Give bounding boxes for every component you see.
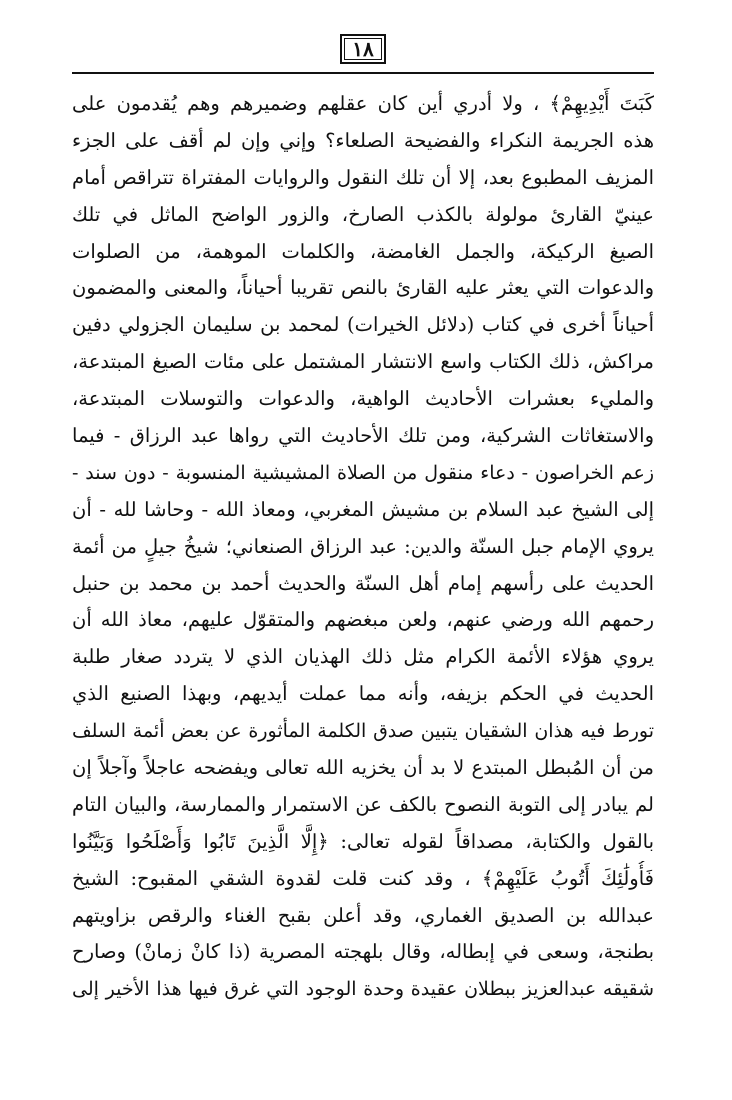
text-line: هذه الجريمة النكراء والفضيحة الصلعاء؟ وإني وإن لم أقف على الجزء (72, 128, 654, 152)
text-line: الحديث في الحكم بزيفه، وأنه مما عملت أيديهم، وبهذا الصنيع الذي (72, 682, 654, 706)
text-line: رحمهم الله ورضي عنهم، ولعن مبغضهم والمتقوّل عليهم، معاذ الله أن (72, 608, 654, 632)
page-number-frame (340, 34, 386, 64)
text-line: والاستغاثات الشركية، ومن تلك الأحاديث التي رواها عبد الرزاق - فيما (72, 424, 654, 448)
text-line: الحديث على رأسهم إمام أهل السنّة والحديث أحمد بن محمد بن حنبل (72, 571, 654, 595)
text-line: عينيّ القارئ مولولة بالكذب الصارخ، والزور الواضح الماثل في تلك (72, 202, 654, 226)
text-line: إلى الشيخ عبد السلام بن مشيش المغربي، ومعاذ الله - وحاشا لله - أن (72, 497, 654, 521)
text-line: بالقول والكتابة، مصداقاً لقوله تعالى: ﴿إِلَّا الَّذِينَ تَابُوا وَأَصْلَحُوا وَبَيَّنُوا (72, 829, 654, 853)
text-line: عبدالله بن الصديق الغماري، وقد أعلن بقبح الغناء والرقص بزاويتهم (72, 903, 654, 927)
page-number: ١٨ (352, 37, 374, 61)
text-line: مراكش، ذلك الكتاب واسع الانتشار المشتمل على مئات الصيغ المبتدعة، (72, 350, 654, 374)
text-line: المزيف المطبوع بعد، إلا أن تلك النقول والروايات المفتراة تتراقص أمام (72, 165, 654, 189)
text-line: أحياناً أخرى في كتاب (دلائل الخيرات) لمحمد بن سليمان الجزولي دفين (72, 313, 654, 337)
text-line: والدعوات التي يعثر عليه القارئ بالنص تقريبا أحياناً، والمعنى والمضمون (72, 276, 654, 300)
text-line: فَأُولَٰئِكَ أَتُوبُ عَلَيْهِمْ﴾ ، وقد كنت قلت لقدوة الشقي المقبوح: الشيخ (72, 866, 654, 890)
text-line: شقيقه عبدالعزيز ببطلان عقيدة وحدة الوجود التي غرق فيها هذا الأخير إلى (72, 978, 654, 1001)
text-line: كَبَتَ أَيْدِيهِمْ﴾ ، ولا أدري أين كان عقلهم وضميرهم وهم يُقدمون على (72, 92, 654, 115)
text-line: بطنجة، وسعى في إبطاله، وقال بلهجته المصرية (ذا كانْ زمانْ) وصارح (72, 940, 654, 964)
page-header (72, 34, 654, 74)
text-line: لم يبادر إلى التوبة النصوح بالكف عن الاستمرار والممارسة، والبيان التام (72, 792, 654, 816)
header-rule (72, 72, 654, 74)
text-line: تورط فيه هذان الشقيان يتبين صدق الكلمة المأثورة عن بعض أئمة السلف (72, 720, 654, 743)
body-text (72, 86, 654, 1008)
text-line: من أن المُبطل المبتدع لا بد أن يخزيه الله تعالى ويفضحه عاجلاً وآجلاً إن (72, 756, 654, 780)
text-line: زعم الخراصون - دعاء منقول من الصلاة المشيشية المنسوبة - دون سند - (72, 461, 654, 484)
text-line: والمليء بعشرات الأحاديث الواهية، والدعوات والتوسلات المبتدعة، (72, 387, 654, 411)
text-line: يروي هؤلاء الأئمة الكرام مثل ذلك الهذيان الذي لا يتردد صغار طلبة (72, 645, 654, 669)
text-line: يروي الإمام جبل السنّة والدين: عبد الرزاق الصنعاني؛ شيخُ جيلٍ من أئمة (72, 534, 654, 558)
text-line: الصيغ الركيكة، والجمل الغامضة، والكلمات الموهمة، من الصلوات (72, 239, 654, 263)
